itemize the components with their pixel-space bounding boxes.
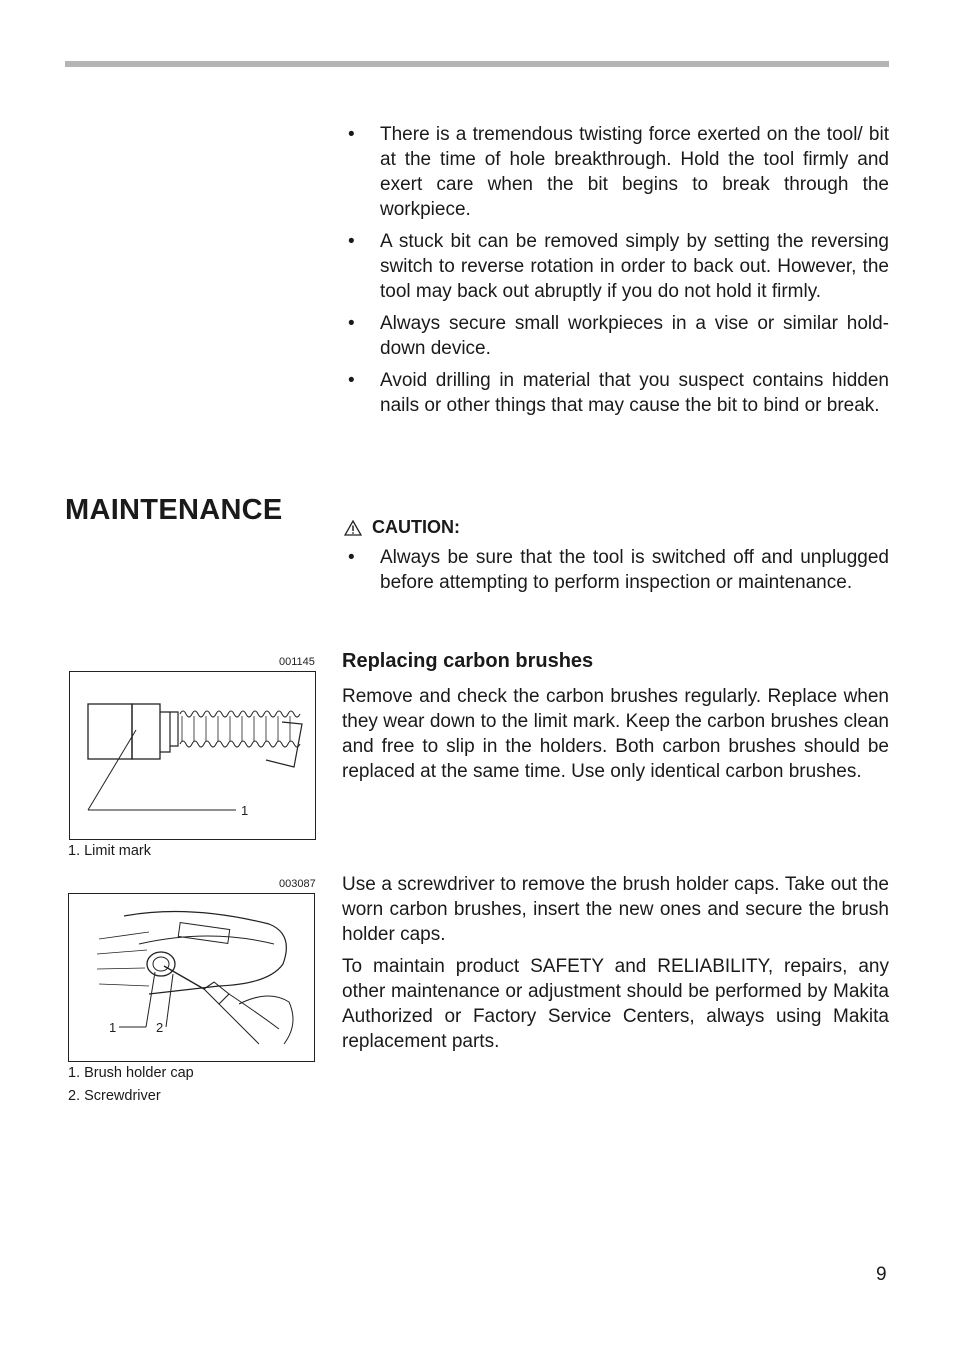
bullet-icon: •: [348, 370, 355, 391]
warning-triangle-icon: [344, 520, 362, 536]
section-title: MAINTENANCE: [65, 494, 283, 526]
paragraph-brush-replace: Use a screwdriver to remove the brush holder caps. Take out the worn carbon brushes, insert the new ones and secure the brush holder caps.: [342, 874, 889, 945]
paragraph-brush-check: Remove and check the carbon brushes regularly. Replace when they wear down to the limit mark. Keep the carbon brushes clean and free to slip in the holders. Both carbon brushes should be replaced at the same time. Use only identical carbon brushes.: [342, 686, 889, 782]
figure-caption: 1. Brush holder cap: [68, 1065, 194, 1081]
callout-1: 1: [109, 1020, 117, 1035]
figure-caption: 1. Limit mark: [68, 843, 151, 859]
bullet-icon: •: [348, 547, 355, 568]
list-item: • There is a tremendous twisting force exerted on the tool/ bit at the time of hole breakthrough. Hold the tool firmly and exert care when the bit begins to break through the workpiece.: [348, 124, 889, 220]
carbon-brush-illustration: [70, 672, 315, 839]
safety-bullet-list: [342, 122, 889, 425]
figure-carbon-brush: [69, 671, 316, 840]
caution-bullet-list: [342, 545, 889, 602]
figure-code: 003087: [279, 878, 316, 890]
bullet-icon: •: [348, 231, 355, 252]
page-number: 9: [876, 1264, 887, 1285]
callout-1: 1: [241, 803, 249, 818]
paragraph-service: To maintain product SAFETY and RELIABILITY, repairs, any other maintenance or adjustment should be performed by Makita Authorized or Factory Service Centers, always using Makita replacement parts.: [342, 956, 889, 1052]
callout-2: 2: [156, 1020, 164, 1035]
figure-caption: 2. Screwdriver: [68, 1088, 161, 1104]
subsection-title: Replacing carbon brushes: [342, 650, 594, 672]
figure-code: 001145: [279, 656, 315, 668]
list-item: • Always secure small workpieces in a vise or similar hold-down device.: [348, 313, 889, 359]
bullet-icon: •: [348, 124, 355, 145]
caution-label: CAUTION:: [372, 517, 460, 537]
list-item: • Always be sure that the tool is switched off and unplugged before attempting to perform inspection or maintenance.: [348, 547, 889, 593]
list-item: • Avoid drilling in material that you suspect contains hidden nails or other things that may cause the bit to bind or break.: [348, 370, 889, 416]
figure-brush-holder-cap: [68, 893, 315, 1062]
brush-holder-cap-illustration: [69, 894, 314, 1061]
caution-heading: [344, 517, 460, 538]
bullet-icon: •: [348, 313, 355, 334]
list-item: • A stuck bit can be removed simply by setting the reversing switch to reverse rotation in order to back out. However, the tool may back out abruptly if you do not hold it firmly.: [348, 231, 889, 302]
header-rule: [65, 61, 889, 67]
